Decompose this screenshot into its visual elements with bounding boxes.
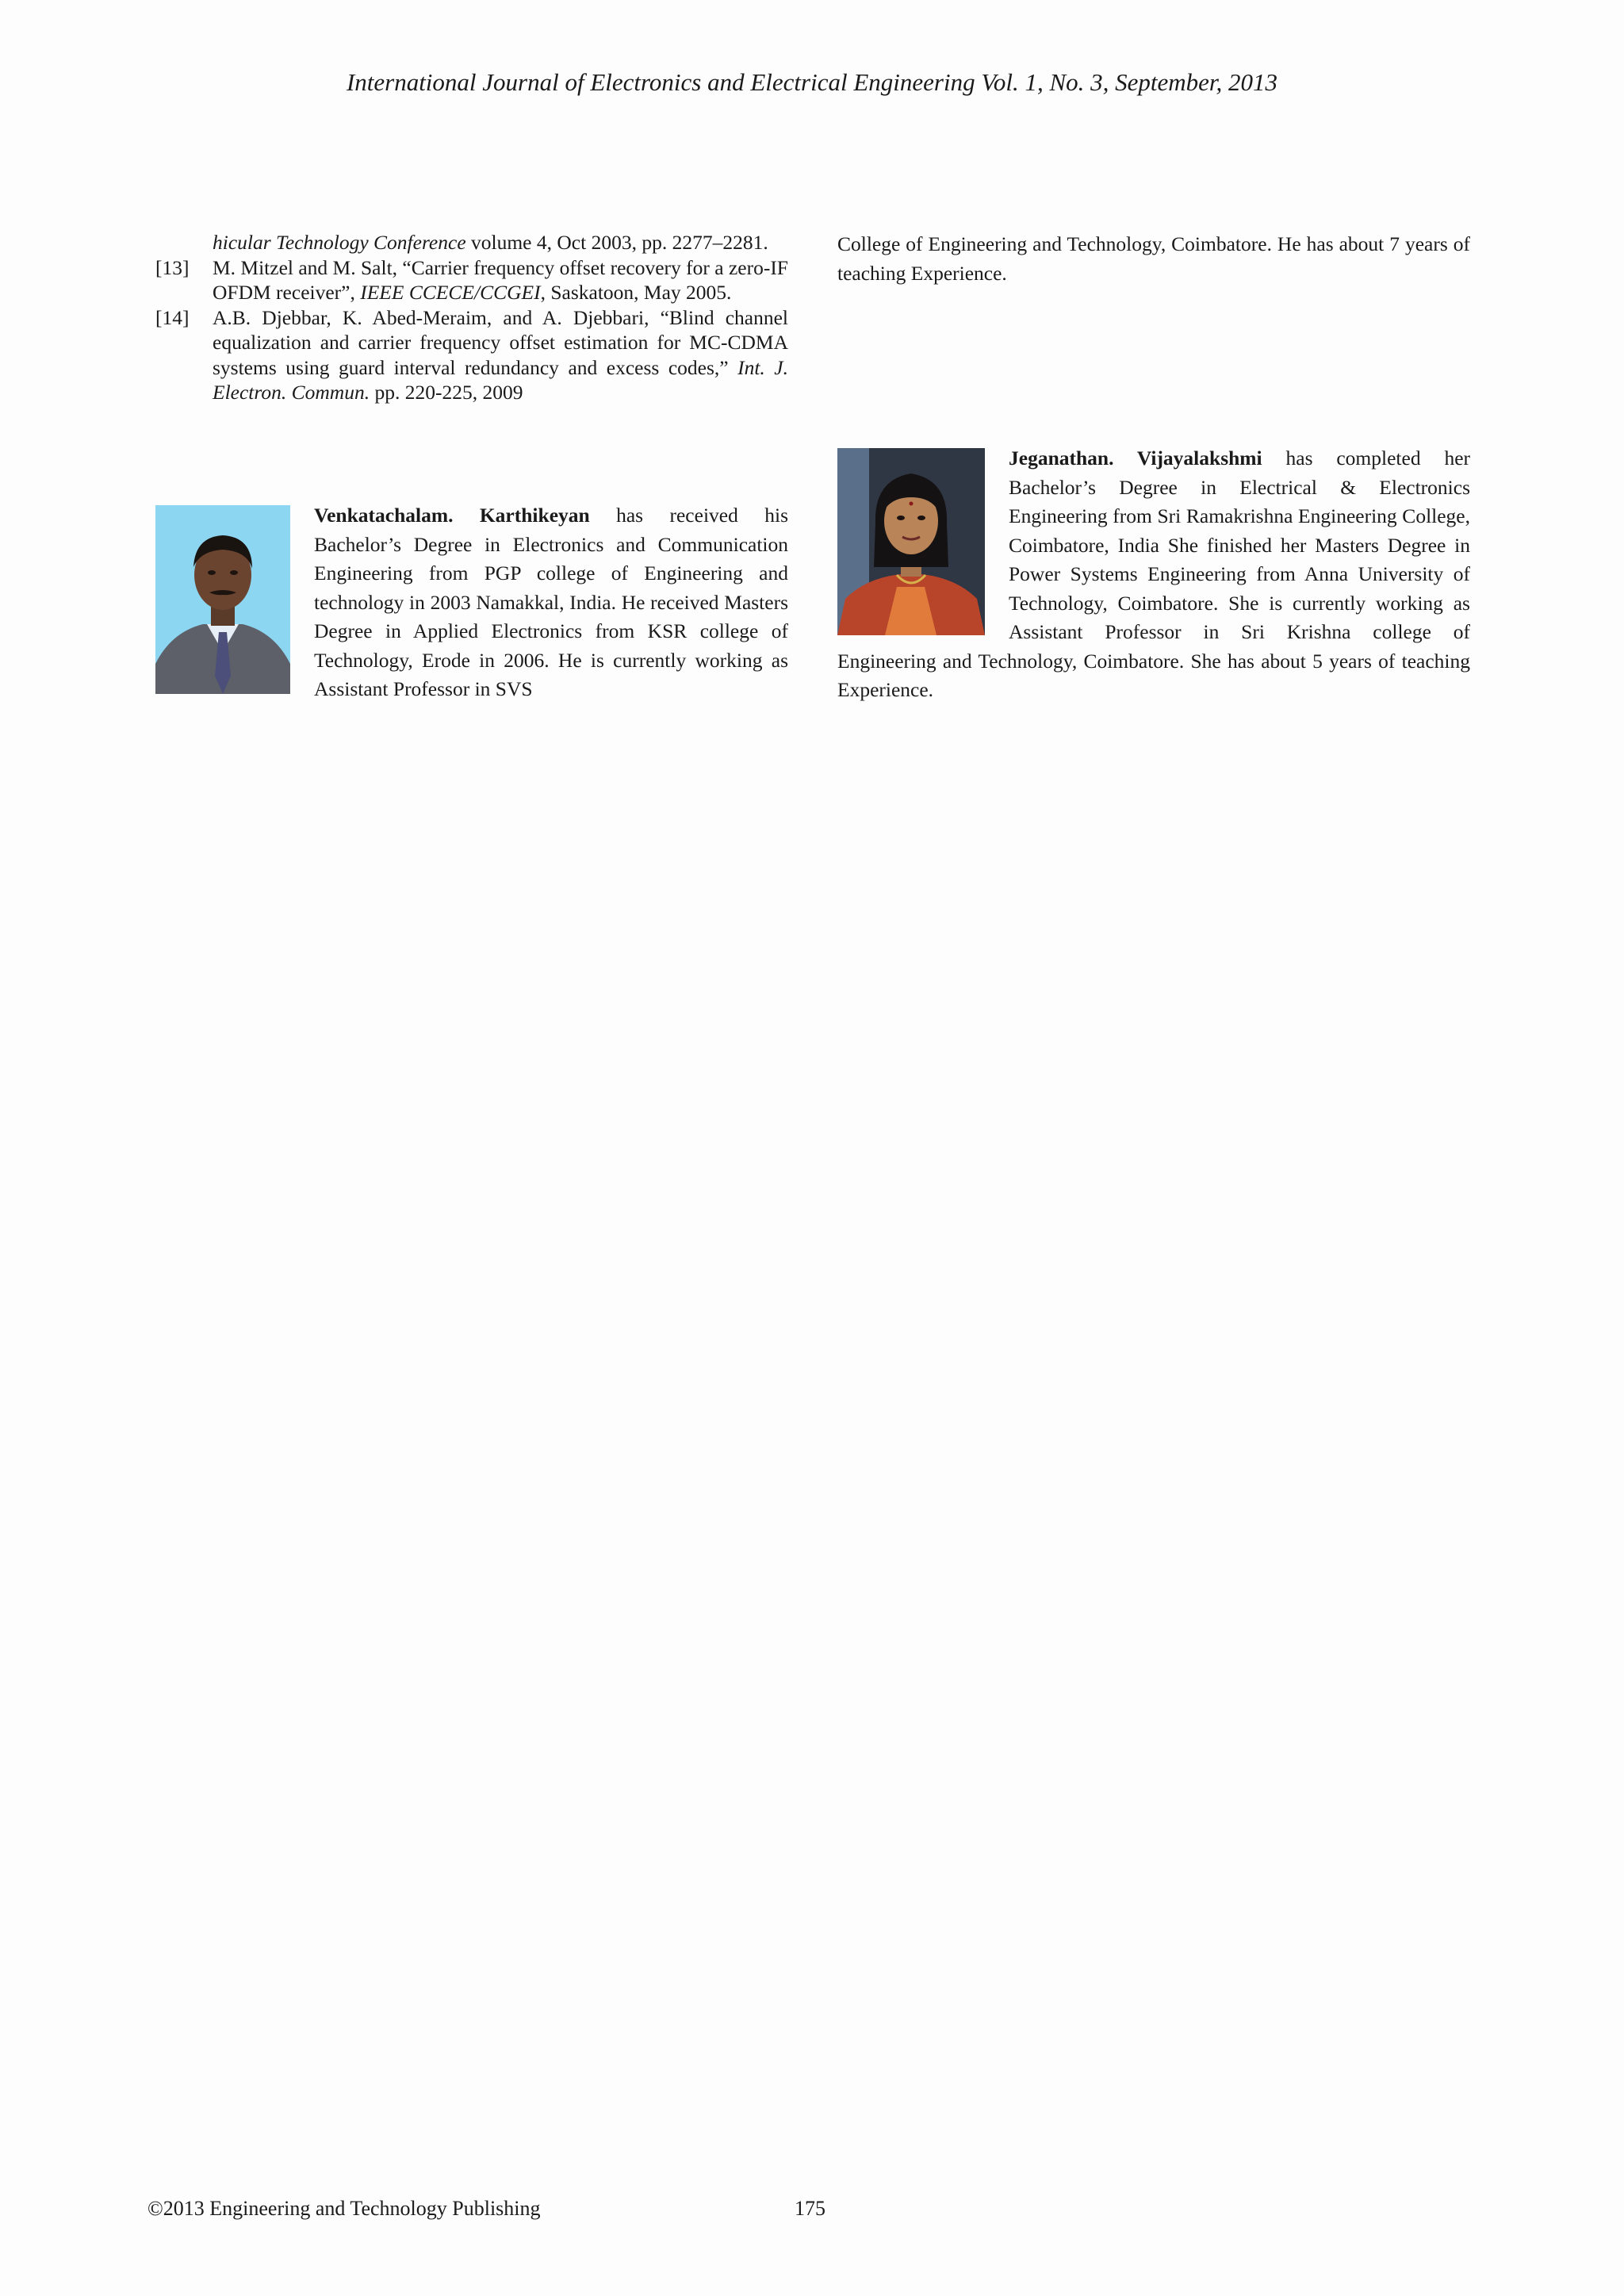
page-number: 175	[795, 2197, 825, 2220]
reference-14	[155, 305, 788, 405]
reference-italic: Int. J. Electron. Commun.	[213, 355, 788, 404]
bio-body: has received his Bachelor’s Degree in Electronics and Communication Engineering from PGP college of Engineering and technology in 2003 Namakkal, India. He received Masters Degree in Applied Electronics from KSR college of Technology, Erode in 2006. He is currently working as Assistant Professor in SVS	[314, 504, 788, 700]
references-list	[155, 230, 788, 405]
reference-text: M. Mitzel and M. Salt, “Carrier frequency offset recovery for a zero-IF OFDM receiver”,	[213, 255, 788, 304]
bio-karthikeyan	[155, 501, 788, 704]
reference-number: [13]	[155, 255, 190, 279]
reference-text: , Saskatoon, May 2005.	[540, 281, 732, 304]
reference-text: volume 4, Oct 2003, pp. 2277–2281.	[465, 231, 768, 254]
reference-italic: IEEE CCECE/CCGEI	[360, 281, 541, 304]
author-name: Jeganathan. Vijayalakshmi	[1009, 447, 1262, 470]
portrait-man-icon	[155, 505, 290, 694]
reference-continuation	[155, 230, 788, 255]
bio-vijayalakshmi	[837, 444, 1470, 705]
author-photo-karthikeyan	[155, 505, 290, 694]
running-header: International Journal of Electronics and Electrical Engineering Vol. 1, No. 3, September, 2013	[346, 68, 1278, 96]
bio-body: has completed her Bachelor’s Degree in Electrical & Electronics Engineering from Sri Ramakrishna Engineering College, Coimbatore, India She finished her Masters Degree in Power Systems Engineering from Anna University of Technology, Coimbatore. She is currently working as Assistant Professor in Sri Krishna college of Engineering and Technology, Coimbatore. She has about 5 years of teaching Experience.	[837, 447, 1471, 701]
reference-number: [14]	[155, 305, 190, 329]
bio-body: College of Engineering and Technology, Coimbatore. He has about 7 years of teaching Experience.	[837, 232, 1470, 285]
reference-italic: hicular Technology Conference	[213, 231, 466, 254]
reference-text: A.B. Djebbar, K. Abed-Meraim, and A. Djebbari, “Blind channel equalization and carrier frequency offset estimation for MC-CDMA systems using guard interval redundancy and excess codes,”	[213, 305, 788, 379]
author-photo-vijayalakshmi	[837, 448, 985, 635]
reference-13	[155, 255, 788, 305]
author-name: Venkatachalam. Karthikeyan	[314, 504, 590, 527]
bio-karthikeyan-continued	[837, 230, 1470, 288]
footer-copyright: ©2013 Engineering and Technology Publishing	[147, 2197, 541, 2220]
portrait-woman-icon	[837, 448, 985, 635]
reference-text: pp. 220-225, 2009	[370, 381, 523, 404]
